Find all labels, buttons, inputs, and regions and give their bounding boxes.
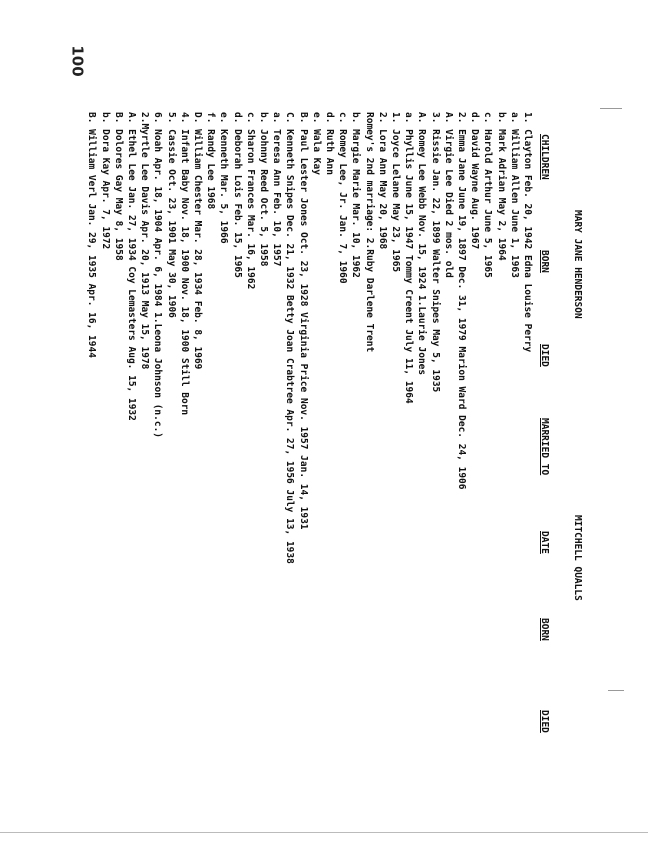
record-line: 2.Myrtle Lee Davis Apr. 20, 1913 May 15, 1978 bbox=[139, 112, 151, 370]
record-line: D. William Chester Mar. 28, 1934 Feb. 8, 1969 bbox=[192, 112, 203, 370]
record-line: A. Ethel Lee Jan. 27, 1934 Coy Lemasters Aug. 15, 1932 bbox=[126, 112, 137, 421]
scan-mark bbox=[600, 108, 622, 109]
record-line: b. Mark Adrian May 2, 1964 bbox=[495, 112, 507, 261]
record-line: 2. Lora Ann May 20, 1968 bbox=[376, 112, 388, 250]
record-line: A. Virgie Lee Died 2 mos. old bbox=[442, 112, 454, 278]
scan-edge-line bbox=[0, 832, 648, 833]
record-line: b. Dora Kay Apr. 7, 1972 bbox=[99, 112, 111, 250]
record-line: d. Ruth Ann bbox=[324, 112, 335, 175]
record-line: d. Deborah Lois Feb. 15, 1965 bbox=[231, 112, 243, 278]
record-line: a. William Allen June 1, 1963 bbox=[508, 112, 520, 278]
record-line: B. William Verl Jan. 29, 1935 Apr. 16, 1944 bbox=[86, 112, 98, 358]
spouse-born-column-header: BORN bbox=[539, 618, 550, 641]
record-line: b. Johnny Reed Oct. 5, 1958 bbox=[258, 112, 269, 267]
record-line: a. Teresa Ann Feb. 10, 1957 bbox=[271, 112, 283, 267]
date-column-header: DATE bbox=[539, 531, 550, 554]
page-number: 100 bbox=[68, 45, 87, 77]
record-line: c. Romey Lee, Jr. Jan. 7, 1960 bbox=[337, 112, 349, 284]
record-line: f. Randy Lee 1968 bbox=[205, 112, 217, 210]
died-column-header: DIED bbox=[539, 344, 550, 367]
record-line: 6. Noah Apr. 18, 1904 Apr. 6, 1984 1.Leona Johnson (n.c.) bbox=[152, 112, 164, 439]
spouse-died-column-header: DIED bbox=[539, 710, 550, 733]
record-line: d. David Wayne Aug. 1967 bbox=[469, 112, 481, 250]
record-line: 3. Rissie Jan. 22, 1899 Walter Snipes May 5, 1935 bbox=[429, 112, 441, 393]
record-line: B. Dolores Gay May 8, 1958 bbox=[112, 112, 124, 261]
record-line: 1. Joyce Lelane May 23, 1965 bbox=[390, 112, 401, 273]
husband-name-heading: MITCHELL QUALLS bbox=[572, 515, 583, 601]
record-line: e. Wala Kay bbox=[310, 112, 322, 175]
record-line: A. Romey Lee Webb Nov. 15, 1924 1.Laurie Jones bbox=[416, 112, 428, 376]
record-line: a. Phyllis June 15, 1947 Tommy Creent July 11, 1964 bbox=[403, 112, 415, 404]
record-line: b. Margie Marie Mar. 10, 1962 bbox=[350, 112, 362, 278]
scan-mark bbox=[608, 690, 624, 691]
record-line: C. Kenneth Snipes Dec. 21, 1932 Betty Joan Crabtree Apr. 27, 1956 July 13, 1938 bbox=[284, 112, 296, 564]
wife-name-heading: MARY JANE HENDERSON bbox=[572, 210, 583, 319]
married-to-column-header: MARRIED TO bbox=[539, 418, 550, 476]
record-line: e. Kenneth Mar. 5, 1966 bbox=[218, 112, 230, 244]
record-line: c. Sharon Frances Mar. 16, 1962 bbox=[244, 112, 256, 290]
record-line: 4. Infant Baby Nov. 18, 1900 Nov. 18, 1900 Still Born bbox=[178, 112, 190, 416]
record-line: 2. Emma Jane June 19, 1897 Dec. 31, 1979 Marion Ward Dec. 24, 1906 bbox=[456, 112, 467, 490]
record-line: 5. Cassie Oct. 23, 1901 May 30, 1906 bbox=[165, 112, 177, 318]
children-column-header: CHILDREN bbox=[539, 134, 550, 180]
record-line: 1. Clayton Feb. 20, 1942 Edna Louise Perry bbox=[522, 112, 533, 353]
record-line: Romey's 2nd marriage: 2.Ruby Darlene Trent bbox=[363, 112, 375, 353]
record-line: B. Paul Lester Jones Oct. 23, 1928 Virginia Price Nov. 1957 Jan. 14, 1931 bbox=[297, 112, 309, 530]
born-column-header: BORN bbox=[539, 250, 550, 273]
record-line: c. Harold Arthur June 5, 1965 bbox=[482, 112, 494, 278]
